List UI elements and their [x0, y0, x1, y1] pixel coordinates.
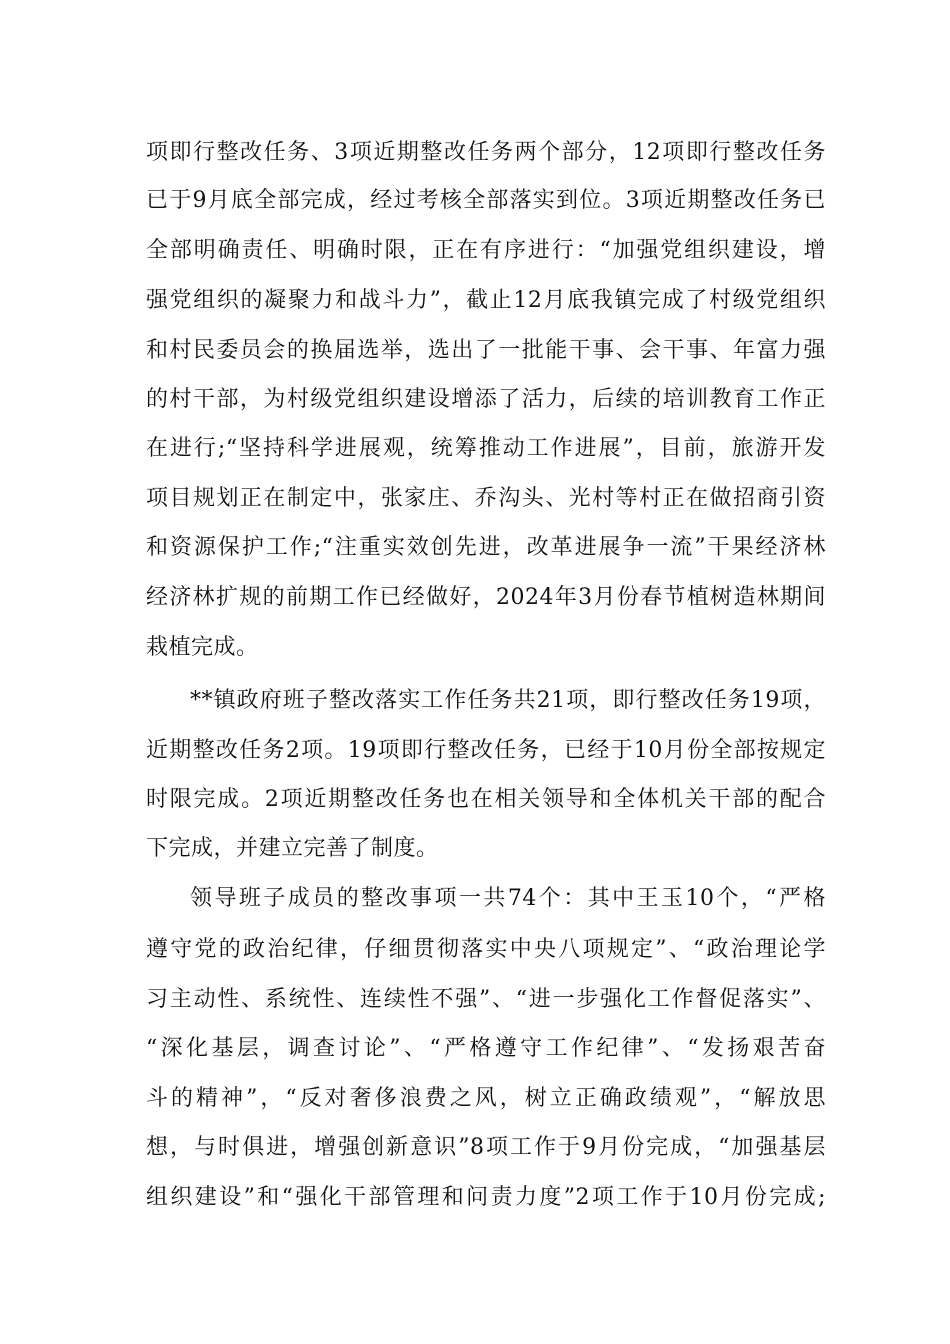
paragraph-3-line-3: 习主动性、系统性、连续性不强”、“进一步强化工作督促落实”、: [146, 987, 826, 1012]
paragraph-1-line-6: 的村干部，为村级党组织建设增添了活力，后续的培训教育工作正: [146, 387, 826, 412]
paragraph-3-line-6: 想，与时俱进，增强创新意识”8项工作于9月份完成，“加强基层: [146, 1135, 826, 1160]
paragraph-1-line-3: 全部明确责任、明确时限，正在有序进行：“加强党组织建设，增: [146, 238, 826, 263]
paragraph-1-line-7: 在进行;“坚持科学进展观，统筹推动工作进展”，目前，旅游开发: [146, 436, 826, 461]
paragraph-1-line-4: 强党组织的凝聚力和战斗力”，截止12月底我镇完成了村级党组织: [146, 288, 826, 313]
paragraph-3-line-5: 斗的精神”，“反对奢侈浪费之风，树立正确政绩观”，“解放思: [146, 1086, 826, 1111]
paragraph-3-line-1: 领导班子成员的整改事项一共74个：其中王玉10个，“严格: [190, 886, 826, 911]
paragraph-1-line-9: 和资源保护工作;“注重实效创先进，改革进展争一流”干果经济林: [146, 535, 826, 560]
paragraph-3-line-7: 组织建设”和“强化干部管理和问责力度”2项工作于10月份完成;: [146, 1185, 826, 1210]
paragraph-2-line-4: 下完成，并建立完善了制度。: [146, 836, 439, 861]
paragraph-3-line-4: “深化基层，调查讨论”、“严格遵守工作纪律”、“发扬艰苦奋: [146, 1036, 826, 1061]
paragraph-3-line-2: 遵守党的政治纪律，仔细贯彻落实中央八项规定”、“政治理论学: [146, 937, 826, 962]
paragraph-2-line-2: 近期整改任务2项。19项即行整改任务，已经于10月份全部按规定: [146, 738, 826, 763]
paragraph-1-line-5: 和村民委员会的换届选举，选出了一批能干事、会干事、年富力强: [146, 338, 826, 363]
paragraph-1-line-2: 已于9月底全部完成，经过考核全部落实到位。3项近期整改任务已: [146, 188, 826, 213]
paragraph-2-line-3: 时限完成。2项近期整改任务也在相关领导和全体机关干部的配合: [146, 787, 826, 812]
paragraph-1-line-1: 项即行整改任务、3项近期整改任务两个部分，12项即行整改任务: [146, 140, 826, 165]
paragraph-1-line-8: 项目规划正在制定中，张家庄、乔沟头、光村等村正在做招商引资: [146, 486, 826, 511]
paragraph-1-line-10: 经济林扩规的前期工作已经做好，2024年3月份春节植树造林期间: [146, 585, 826, 610]
paragraph-2-line-1: **镇政府班子整改落实工作任务共21项，即行整改任务19项，: [190, 688, 826, 713]
paragraph-1-line-11: 栽植完成。: [146, 635, 259, 660]
